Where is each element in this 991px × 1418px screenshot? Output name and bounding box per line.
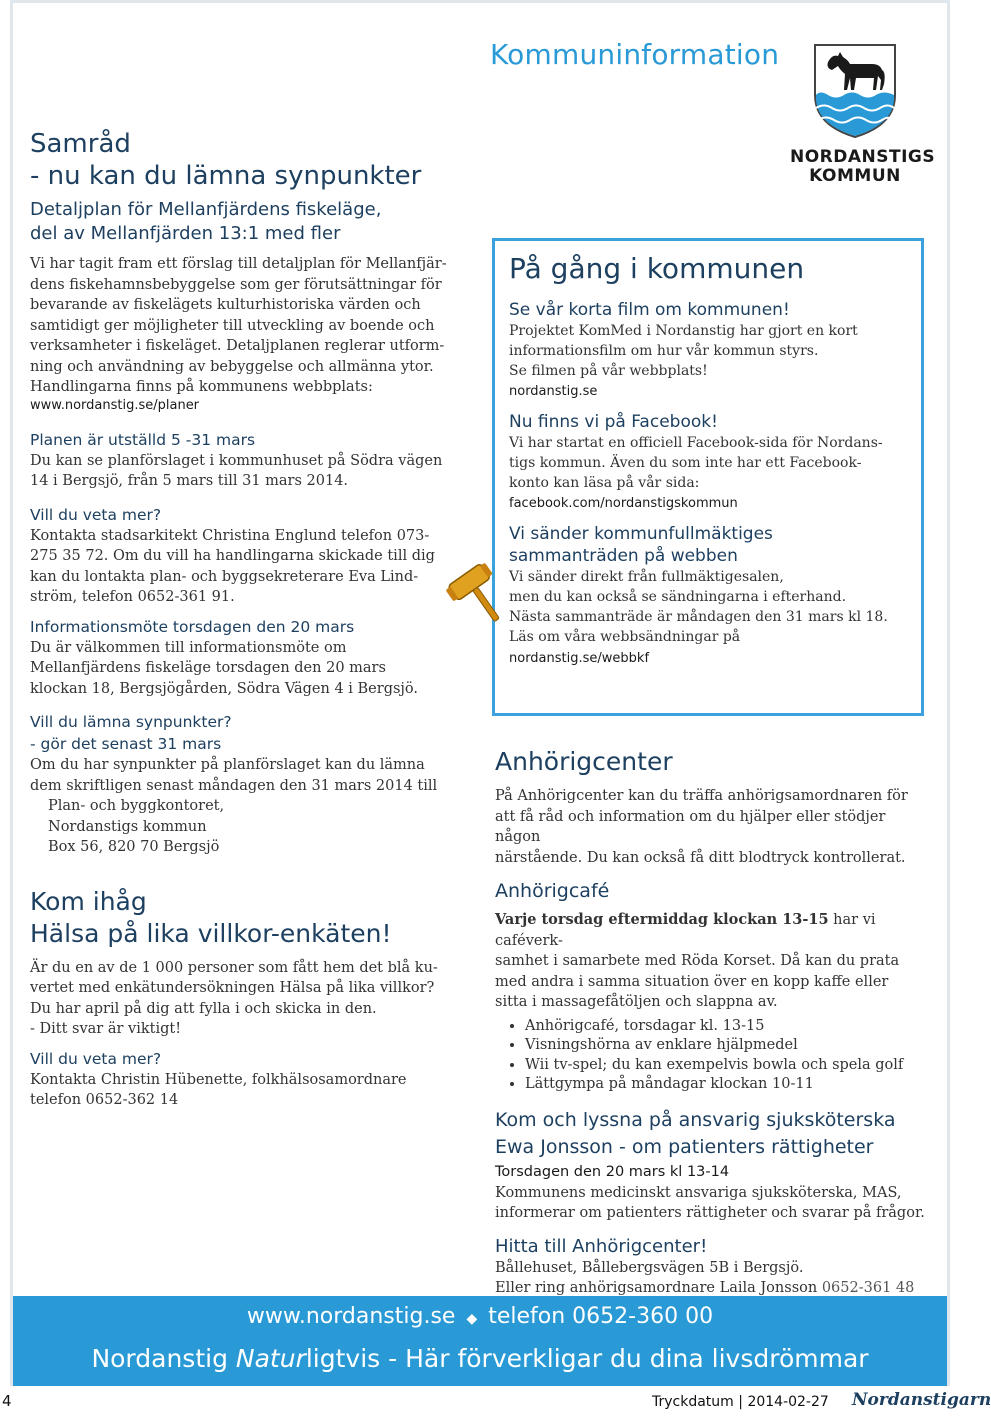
footer-phone: telefon 0652-360 00 — [488, 1304, 714, 1329]
text-line: Se filmen på vår webbplats! — [509, 363, 708, 379]
text-line: kan du lontakta plan- och byggsekreterare Eva Lind- — [30, 568, 419, 585]
facebook-text — [509, 433, 907, 493]
webcast-heading-2: sammanträden på webben — [509, 546, 738, 566]
text-line: samtidigt ger möjligheter till utveckling av boende och — [30, 317, 435, 334]
right-column — [495, 746, 930, 1299]
know-more-heading: Vill du veta mer? — [30, 505, 162, 524]
gavel-icon — [440, 559, 520, 629]
text-line: ning och användning av bebyggelse och allmänna ytor. — [30, 358, 434, 375]
list-item: • Visningshörna av enklare hjälpmedel — [525, 1036, 930, 1056]
address-line: Box 56, 820 70 Bergsjö — [48, 839, 220, 855]
cafe-time: Varje torsdag eftermiddag klockan 13-15 — [495, 911, 829, 928]
text-line: 275 35 72. Om du vill ha handlingarna skickade till dig — [30, 548, 435, 564]
carers-title: Anhörigcenter — [495, 747, 673, 776]
text-line: Nästa sammanträde är måndagen den 31 mars kl 18. — [509, 609, 888, 625]
text-line: klockan 18, Bergsjögården, Södra Vägen 4 i Bergsjö. — [30, 680, 418, 697]
page-header-title: Kommuninformation — [490, 38, 780, 71]
print-separator: | — [738, 1394, 743, 1410]
survey-text — [30, 958, 460, 1040]
print-date — [652, 1394, 829, 1410]
survey-contact — [30, 1070, 460, 1111]
print-label: Tryckdatum — [652, 1394, 734, 1410]
submit-text — [30, 755, 460, 858]
text-line: - Ditt svar är viktigt! — [30, 1021, 182, 1037]
phone-number: 0652-361 48 — [821, 1280, 915, 1296]
address-line: Nordanstigs kommun — [48, 818, 207, 835]
list-item: • Lättgympa på måndagar klockan 10-11 — [525, 1075, 930, 1095]
coat-of-arms-icon — [810, 40, 900, 140]
film-heading: Se vår korta film om kommunen! — [509, 300, 790, 320]
submit-deadline: - gör det senast 31 mars — [30, 735, 222, 753]
text-line: telefon 0652-362 14 — [30, 1092, 179, 1108]
text-line: Vi har startat en officiell Facebook-sida för Nordans- — [509, 435, 883, 451]
find-text — [495, 1258, 930, 1299]
left-column — [30, 128, 460, 1111]
survey-know-heading: Vill du veta mer? — [30, 1049, 162, 1068]
footer-slogan — [13, 1344, 947, 1373]
slogan-part: Nordanstig — [91, 1344, 236, 1373]
page-number: 4 — [2, 1392, 12, 1410]
text-line: tigs kommun. Även du som inte har ett Facebook- — [509, 455, 862, 471]
text-line: närstående. Du kan också få ditt blodtryck kontrollerat. — [495, 849, 906, 866]
text-line: informationsfilm om hur vår kommun styrs. — [509, 343, 819, 359]
text-line: samhet i samarbete med Röda Korset. Då kan du prata — [495, 953, 900, 969]
nurse-text — [495, 1183, 930, 1224]
text-fragment: har vi caféverk- — [495, 912, 876, 949]
address-line: Plan- och byggkontoret, — [48, 798, 225, 814]
text-line: att få råd och information om du hjälper eller stödjer någon — [495, 808, 886, 845]
find-heading: Hitta till Anhörigcenter! — [495, 1235, 708, 1257]
survey-title-1: Kom ihåg — [30, 886, 147, 916]
exhibit-text — [30, 451, 460, 492]
cafe-heading: Anhörigcafé — [495, 880, 610, 902]
facebook-heading: Nu finns vi på Facebook! — [509, 412, 718, 432]
meeting-text — [30, 638, 460, 700]
text-line: Kontakta stadsarkitekt Christina Englund telefon 073- — [30, 527, 430, 544]
text-line: Projektet KomMed i Nordanstig har gjort en kort — [509, 323, 858, 339]
text-line: konto kan läsa på vår sida: — [509, 475, 700, 491]
planer-link[interactable]: www.nordanstig.se/planer — [30, 397, 200, 413]
text-line: ström, telefon 0652-361 91. — [30, 589, 235, 605]
text-line: Kommunens medicinskt ansvariga sjuksköterska, MAS, — [495, 1184, 902, 1201]
text-line: Du är välkommen till informationsmöte om — [30, 639, 347, 656]
cafe-text — [495, 910, 930, 1013]
footer-band — [13, 1296, 947, 1386]
text-line: bevarande av fiskelägets kulturhistoriska värden och — [30, 297, 421, 313]
samrad-intro — [30, 254, 460, 398]
publication-logo: Nordanstigarn — [852, 1390, 991, 1410]
samrad-title-2: - nu kan du lämna synpunkter — [30, 161, 422, 191]
samrad-title: Samråd — [30, 129, 131, 159]
list-item: • Wii tv-spel; du kan exempelvis bowla och spela golf — [525, 1056, 930, 1076]
logo-line-1: NORDANSTIGS — [790, 147, 936, 167]
text-line — [495, 910, 930, 951]
survey-title-2: Hälsa på lika villkor-enkäten! — [30, 918, 392, 948]
text-line: 14 i Bergsjö, från 5 mars till 31 mars 2014. — [30, 473, 349, 489]
nurse-heading-2: Ewa Jonsson - om patienters rättigheter — [495, 1135, 874, 1158]
text-line: På Anhörigcenter kan du träffa anhörigsamordnaren för — [495, 788, 908, 804]
meeting-heading: Informationsmöte torsdagen den 20 mars — [30, 617, 355, 636]
text-line: dem skriftligen senast måndagen den 31 mars 2014 till — [30, 777, 438, 794]
list-item: • Anhörigcafé, torsdagar kl. 13-15 — [525, 1017, 930, 1037]
know-more-text — [30, 526, 460, 608]
text-line: Vi sänder direkt från fullmäktigesalen, — [509, 569, 784, 585]
text-line: Vi har tagit fram ett förslag till detaljplan för Mellanfjär- — [30, 256, 447, 272]
webcast-link[interactable]: nordanstig.se/webbkf — [509, 651, 650, 666]
text-line: men du kan också se sändningarna i efterhand. — [509, 589, 847, 605]
text-line: med andra i samma situation över en kopp kaffe eller — [495, 973, 889, 990]
nurse-date: Torsdagen den 20 mars kl 13-14 — [495, 1163, 730, 1180]
facebook-link[interactable]: facebook.com/nordanstigskommun — [509, 496, 738, 511]
carers-intro — [495, 786, 930, 868]
slogan-part: Natur — [235, 1344, 306, 1373]
text-line: Handlingarna finns på kommunens webbplats: — [30, 379, 373, 395]
slogan-part: ligtvis - Här förverkligar du dina livsdrömmar — [305, 1344, 869, 1373]
film-link[interactable]: nordanstig.se — [509, 384, 598, 399]
diamond-separator-icon: ◆ — [466, 1311, 478, 1327]
footer-website-link[interactable]: www.nordanstig.se — [246, 1304, 456, 1329]
nurse-heading-1: Kom och lyssna på ansvarig sjuksköterska — [495, 1108, 896, 1131]
text-line: Bållehuset, Bållebergsvägen 5B i Bergsjö. — [495, 1259, 804, 1276]
text-line: vertet med enkätundersökningen Hälsa på lika villkor? — [30, 980, 435, 996]
logo-line-2: KOMMUN — [809, 166, 901, 186]
news-box — [492, 238, 924, 716]
webcast-heading-1: Vi sänder kommunfullmäktiges — [509, 524, 773, 544]
exhibit-heading: Planen är utställd 5 -31 mars — [30, 430, 256, 449]
film-text — [509, 321, 907, 381]
text-line: verksamheter i fiskeläget. Detaljplanen reglerar utform- — [30, 338, 445, 354]
text-line: Du kan se planförslaget i kommunhuset på Södra vägen — [30, 452, 443, 469]
print-date-value: 2014-02-27 — [747, 1394, 829, 1410]
submit-heading: Vill du lämna synpunkter? — [30, 713, 232, 731]
municipality-logo — [790, 40, 936, 186]
text-line: Läs om våra webbsändningar på — [509, 629, 741, 645]
text-line: Kontakta Christin Hübenette, folkhälsosamordnare — [30, 1071, 407, 1088]
text-line: dens fiskehamnsbebyggelse som ger förutsättningar för — [30, 276, 442, 293]
text-line: Är du en av de 1 000 personer som fått hem det blå ku- — [30, 959, 438, 976]
footer-contact — [13, 1304, 947, 1329]
samrad-subtitle-2: del av Mellanfjärden 13:1 med fler — [30, 223, 341, 244]
text-line: sitta i massagefåtöljen och slappna av. — [495, 994, 778, 1010]
text-line: Mellanfjärdens fiskeläge torsdagen den 20 mars — [30, 660, 386, 676]
text-line: Om du har synpunkter på planförslaget kan du lämna — [30, 757, 425, 773]
text-fragment: Eller ring anhörigsamordnare Laila Jonsson — [495, 1280, 822, 1296]
text-line: Du har april på dig att fylla i och skicka in den. — [30, 1000, 377, 1017]
text-line: informerar om patienters rättigheter och svarar på frågor. — [495, 1205, 925, 1221]
samrad-subtitle-1: Detaljplan för Mellanfjärdens fiskeläge, — [30, 199, 382, 220]
webcast-text — [509, 567, 907, 647]
news-box-title: På gång i kommunen — [509, 252, 805, 285]
cafe-activities-list — [495, 1017, 930, 1095]
